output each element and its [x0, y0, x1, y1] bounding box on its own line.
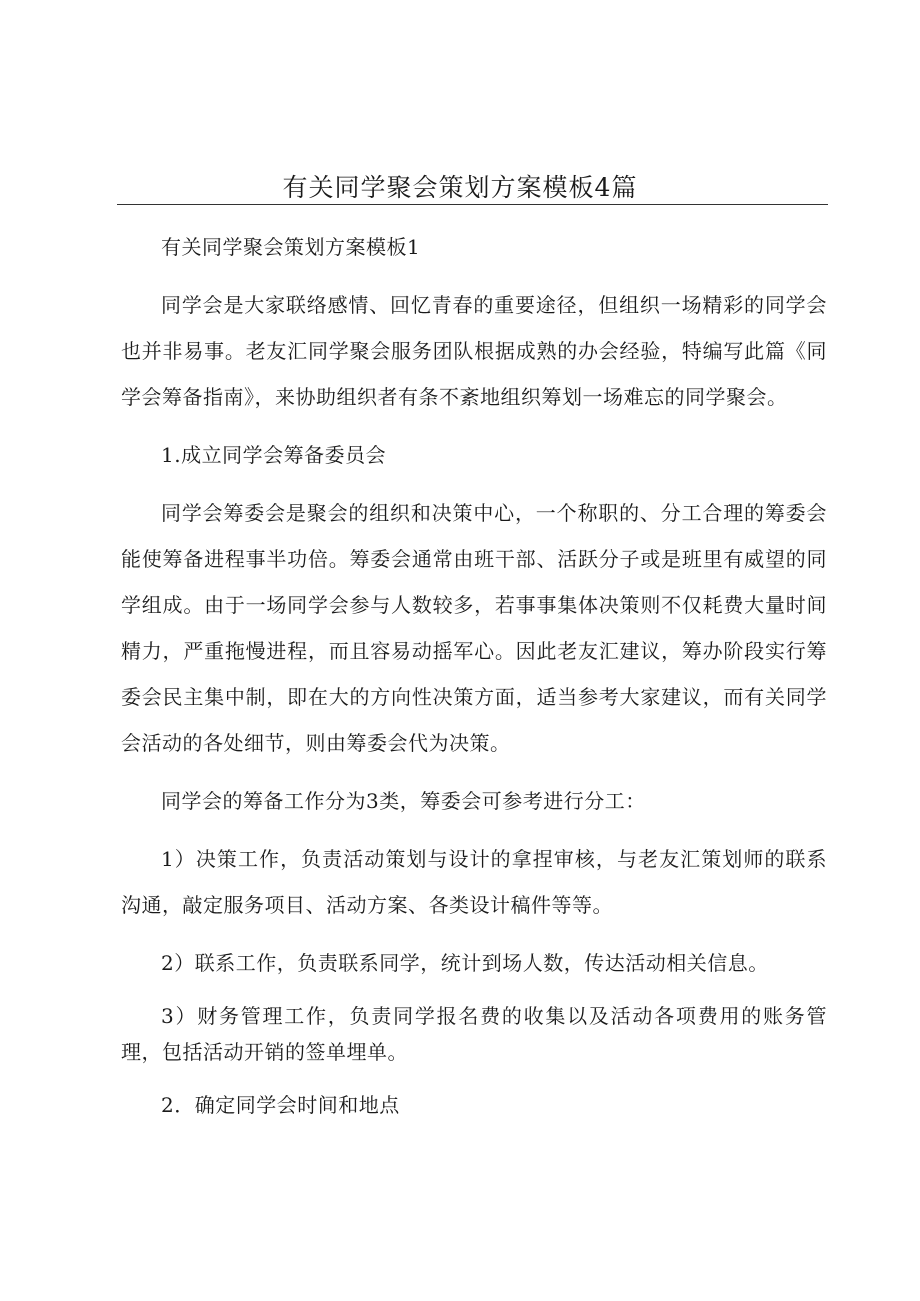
document-body [121, 224, 827, 1128]
list-item-contact-work: 2）联系工作，负责联系同学，统计到场人数，传达活动相关信息。 [161, 951, 769, 975]
list-item-finance-work: 3）财务管理工作，负责同学报名费的收集以及活动各项费用的账务管理，包括活动开销的签单埋单。 [121, 1004, 827, 1064]
document-title: 有关同学聚会策划方案模板4篇 [282, 173, 638, 202]
section-heading-template-1: 有关同学聚会策划方案模板1 [161, 235, 421, 259]
committee-paragraph: 同学会筹委会是聚会的组织和决策中心，一个称职的、分工合理的筹委会能使筹备进程事半功倍。筹委会通常由班干部、活跃分子或是班里有威望的同学组成。由于一场同学会参与人数较多，若事事集体决策则不仅耗费大量时间精力，严重拖慢进程，而且容易动摇军心。因此老友汇建议，筹办阶段实行筹委会民主集中制，即在大的方向性决策方面，适当参考大家建议，而有关同学会活动的各处细节，则由筹委会代为决策。 [121, 501, 827, 755]
intro-paragraph: 同学会是大家联络感情、回忆青春的重要途径，但组织一场精彩的同学会也并非易事。老友汇同学聚会服务团队根据成熟的办会经验，特编写此篇《同学会筹备指南》，来协助组织者有条不紊地组织筹划一场难忘的同学聚会。 [121, 293, 827, 409]
section-heading-committee: 1.成立同学会筹备委员会 [161, 443, 387, 467]
list-item-decision-work: 1）决策工作，负责活动策划与设计的拿捏审核，与老友汇策划师的联系沟通，敲定服务项目、活动方案、各类设计稿件等等。 [121, 847, 827, 917]
section-heading-time-place: 2．确定同学会时间和地点 [161, 1093, 400, 1117]
title-underline [117, 204, 828, 205]
work-categories-paragraph: 同学会的筹备工作分为3类，筹委会可参考进行分工： [161, 789, 646, 813]
